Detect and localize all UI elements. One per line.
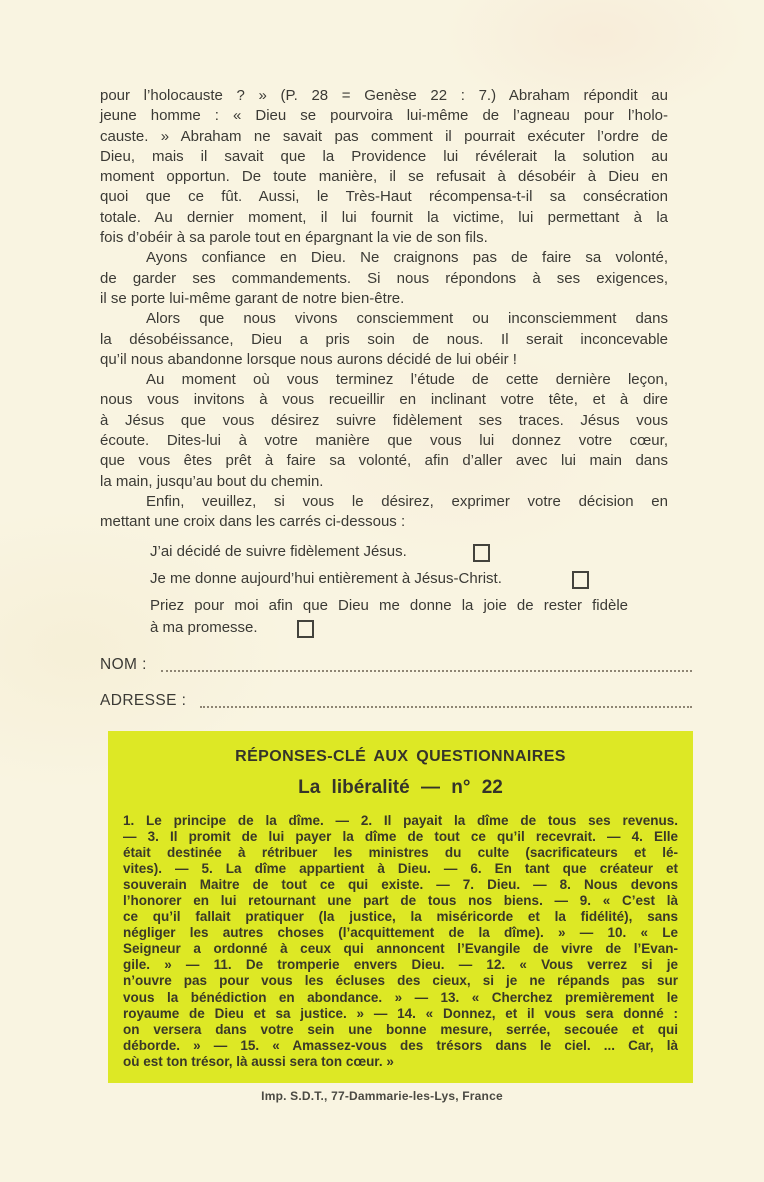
paragraph: [100, 86, 668, 248]
contact-form: [100, 652, 692, 710]
text-line: négliger les autres choses (l’acquittement de la dîme). » — 10. « Le: [123, 925, 678, 941]
paragraph: [100, 370, 668, 492]
decision-list: [150, 541, 628, 639]
text-line: vites). — 5. La dîme appartient à Dieu. — 6. En tant que créateur et: [123, 860, 678, 876]
text-line: mettant une croix dans les carrés ci-dessous :: [100, 513, 406, 531]
text-line: vous la bénédiction en abondance. » — 13. « Cherchez premièrement le: [123, 989, 678, 1005]
page-content: [100, 86, 692, 1083]
paragraph: [100, 248, 668, 309]
text-line: on versera dans votre sein une bonne mesure, serrée, secouée et qui: [123, 1021, 678, 1037]
text-line: totale. Au dernier moment, il lui fournit la victime, lui permettant à la: [100, 208, 668, 226]
name-input-line[interactable]: [161, 670, 692, 672]
text-line: 1. Le principe de la dîme. — 2. Il payait la dîme de tous ses revenus.: [123, 812, 678, 828]
text-line: Dieu, mais il savait que la Providence lui révélerait la solution au: [100, 147, 668, 165]
text-line: royaume de Dieu et sa justice. » — 14. « Donnez, et il vous sera donné :: [123, 1005, 678, 1021]
paragraph: [100, 309, 668, 370]
text-line: souverain Maitre de tout ce qui existe. — 7. Dieu. — 8. Nous devons: [123, 876, 678, 892]
text-line: à Jésus que vous désirez suivre fidèlement ses traces. Jésus vous: [100, 411, 668, 429]
answers-panel-title: RÉPONSES-CLÉ AUX QUESTIONNAIRES: [235, 747, 566, 765]
text-line: moment opportun. De toute manière, il se refusait à désobéir à Dieu en: [100, 168, 668, 186]
text-line: fois d’obéir à sa parole tout en épargnant la vie de son fils.: [100, 229, 488, 247]
text-line: Priez pour moi afin que Dieu me donne la joie de rester fidèle: [150, 596, 628, 614]
text-line: nous vous invitons à vous recueillir en inclinant votre tête, et à dire: [100, 391, 668, 409]
text-line: la main, jusqu’au bout du chemin.: [100, 472, 324, 490]
text-line: à ma promesse.: [150, 618, 258, 636]
text-line: jeune homme : « Dieu se pourvoira lui-même de l’agneau pour l’holo-: [100, 107, 668, 125]
text-line: n’ouvre pas pour vous les écluses des cieux, si je ne répands pas sur: [123, 973, 678, 989]
text-line: Enfin, veuillez, si vous le désirez, exprimer votre décision en: [146, 492, 668, 510]
text-line: était destinée à rétribuer les ministres du culte (sacrificateurs et lé-: [123, 844, 678, 860]
text-line: Je me donne aujourd’hui entièrement à Jésus-Christ.: [150, 569, 502, 587]
text-line: de garder ses commandements. Si nous répondons à ses exigences,: [100, 269, 668, 287]
name-row: [100, 652, 692, 674]
text-line: quoi que ce fût. Aussi, le Très-Haut récompensa-t-il sa consécration: [100, 188, 668, 206]
text-line: la désobéissance, Dieu a pris soin de nous. Il serait inconcevable: [100, 330, 668, 348]
text-line: il se porte lui-même garant de notre bien-être.: [100, 289, 405, 307]
text-line: Ayons confiance en Dieu. Ne craignons pas de faire sa volonté,: [146, 249, 668, 267]
decision-checkbox[interactable]: [572, 571, 589, 589]
answers-panel-body: [123, 813, 678, 1071]
decision-item: [150, 595, 628, 639]
decision-item: [150, 568, 628, 590]
text-line: — 3. Il promit de lui payer la dîme de tout ce qu’il recevrait. — 4. Elle: [123, 828, 678, 844]
text-line: pour l’holocauste ? » (P. 28 = Genèse 22 : 7.) Abraham répondit au: [100, 87, 668, 104]
imprint: Imp. S.D.T., 77-Dammarie-les-Lys, France: [261, 1089, 503, 1103]
text-line: ce qu’il fallait pratiquer (la justice, la miséricorde et la fidélité), sans: [123, 909, 678, 925]
text-line: Alors que nous vivons consciemment ou inconsciemment dans: [146, 310, 668, 328]
name-label: NOM :: [100, 655, 147, 673]
body-text: [100, 86, 668, 533]
text-line: Au moment où vous terminez l’étude de cette dernière leçon,: [146, 371, 668, 389]
text-line: où est ton trésor, là aussi sera ton cœur. »: [123, 1053, 394, 1069]
decision-item: [150, 541, 628, 563]
text-line: gile. » — 11. De tromperie envers Dieu. — 12. « Vous verrez si je: [123, 957, 678, 973]
text-line: J’ai décidé de suivre fidèlement Jésus.: [150, 542, 407, 560]
decision-checkbox[interactable]: [473, 544, 490, 562]
text-line: écoute. Dites-lui à votre manière que vous lui donnez votre cœur,: [100, 432, 668, 450]
address-row: [100, 688, 692, 710]
address-label: ADRESSE :: [100, 691, 187, 709]
text-line: que vous êtes prêt à faire sa volonté, afin d’aller avec lui main dans: [100, 452, 668, 470]
answers-panel-subtitle: La libéralité — n° 22: [298, 776, 503, 798]
text-line: qu’il nous abandonne lorsque nous aurons décidé de lui obéir !: [100, 350, 517, 368]
text-line: Seigneur a ordonné à ceux qui annoncent l’Evangile de vivre de l’Evan-: [123, 941, 678, 957]
address-input-line[interactable]: [200, 706, 692, 708]
decision-checkbox[interactable]: [297, 620, 314, 638]
paragraph: [100, 492, 668, 533]
text-line: causte. » Abraham ne savait pas comment il pourrait exécuter l’ordre de: [100, 127, 668, 145]
text-line: déborde. » — 15. « Amassez-vous des trésors dans le ciel. ... Car, là: [123, 1037, 678, 1053]
text-line: l’honorer en lui retournant une part de tous nos biens. — 9. « C’est là: [123, 893, 678, 908]
answers-panel: [108, 731, 693, 1084]
